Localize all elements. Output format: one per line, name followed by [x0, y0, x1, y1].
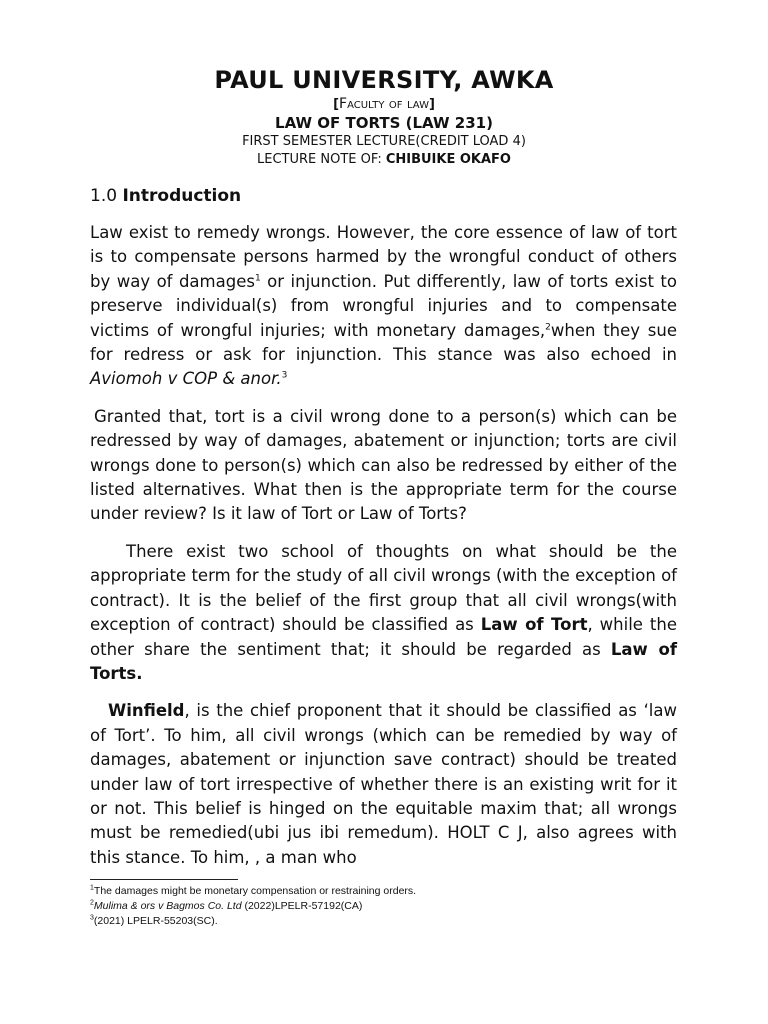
footnote-3	[90, 914, 677, 929]
paragraph-3-part-a: There exist two school of thoughts on what should be the appropriate term for the study of all civil wrongs (with the exception of contract). It is the belief of the first group that all civil wrongs(with exception of contract) should be classified as	[90, 541, 677, 635]
section-title: Introduction	[122, 186, 242, 206]
course-title: LAW OF TORTS (LAW 231)	[275, 114, 493, 132]
faculty-bracket-open: [	[333, 97, 340, 112]
section-number: 1.0	[90, 186, 123, 206]
footnote-2-case: Mulima & ors v Bagmos Co. Ltd	[93, 900, 242, 912]
winfield-name: Winfield	[108, 701, 185, 721]
paragraph-1-part-b: or injunction. Put differently, law of torts exist to preserve individual(s) from wrongful injuries and to compensate victims of wrongful injuries; with monetary damages,	[90, 271, 677, 340]
footnote-1	[90, 884, 677, 899]
paragraph-4-text: , is the chief proponent that it should be classified as ‘law of Tort’. To him, all civil wrongs (which can be remedied by way of damages, abatement or injunction save contract) should be treated under law of tort irrespective of whether there is an existing writ for it or not. This belief is hinged on the equitable maxim that; all wrongs must be remedied(ubi jus ibi remedum). HOLT C J, also agrees with this stance. To him, , a man who	[90, 701, 677, 867]
paragraph-2: Granted that, tort is a civil wrong done to a person(s) which can be redressed by way of damages, abatement or injunction; torts are civil wrongs done to person(s) which can also be redressed by either of the listed alternatives. What then is the appropriate term for the course under review? Is it law of Tort or Law of Torts?	[90, 406, 677, 524]
document-header	[0, 64, 768, 169]
footnote-separator	[90, 879, 238, 880]
footnote-ref-3[interactable]: 3	[281, 370, 288, 381]
footnote-3-text: (2021) LPELR-55203(SC).	[93, 915, 218, 927]
paragraph-3	[90, 540, 677, 686]
faculty-bracket-close: ]	[428, 97, 435, 112]
lecture-note-line	[0, 151, 768, 169]
footnote-3-number: 3	[90, 914, 94, 922]
footnote-2	[90, 899, 677, 914]
lecture-note-author: CHIBUIKE OKAFO	[385, 152, 511, 167]
faculty-line	[0, 96, 768, 113]
footnote-ref-2[interactable]: 2	[545, 322, 551, 333]
footnote-1-text: The damages might be monetary compensation or restraining orders.	[93, 885, 417, 897]
semester-line: FIRST SEMESTER LECTURE(CREDIT LOAD 4)	[242, 134, 526, 149]
footnote-ref-1[interactable]: 1	[254, 273, 261, 284]
paragraph-3-part-b: , while the other share the sentiment that; it should be regarded as	[90, 615, 677, 659]
section-heading	[90, 184, 677, 208]
lecture-note-label: LECTURE NOTE OF:	[257, 152, 386, 167]
faculty-name: Faculty of law	[339, 96, 429, 112]
footnote-2-number: 2	[90, 899, 94, 907]
paragraph-1-part-a: Law exist to remedy wrongs. However, the core essence of law of tort is to compensate persons harmed by the wrongful conduct of others by way of damages	[90, 223, 677, 291]
term-law-of-torts: Law of Torts.	[90, 639, 677, 683]
university-title: PAUL UNIVERSITY, AWKA	[214, 66, 554, 94]
paragraph-4	[90, 699, 677, 870]
footnotes	[90, 884, 677, 929]
paragraph-1	[90, 221, 677, 392]
footnote-1-number: 1	[90, 884, 94, 892]
document-body	[90, 184, 677, 883]
footnote-2-text: (2022)LPELR-57192(CA)	[241, 900, 363, 912]
term-law-of-tort: Law of Tort	[480, 615, 588, 635]
case-citation: Aviomoh v COP & anor.	[90, 369, 282, 389]
paragraph-1-part-c: when they sue for redress or ask for injunction. This stance was also echoed in	[90, 320, 677, 365]
